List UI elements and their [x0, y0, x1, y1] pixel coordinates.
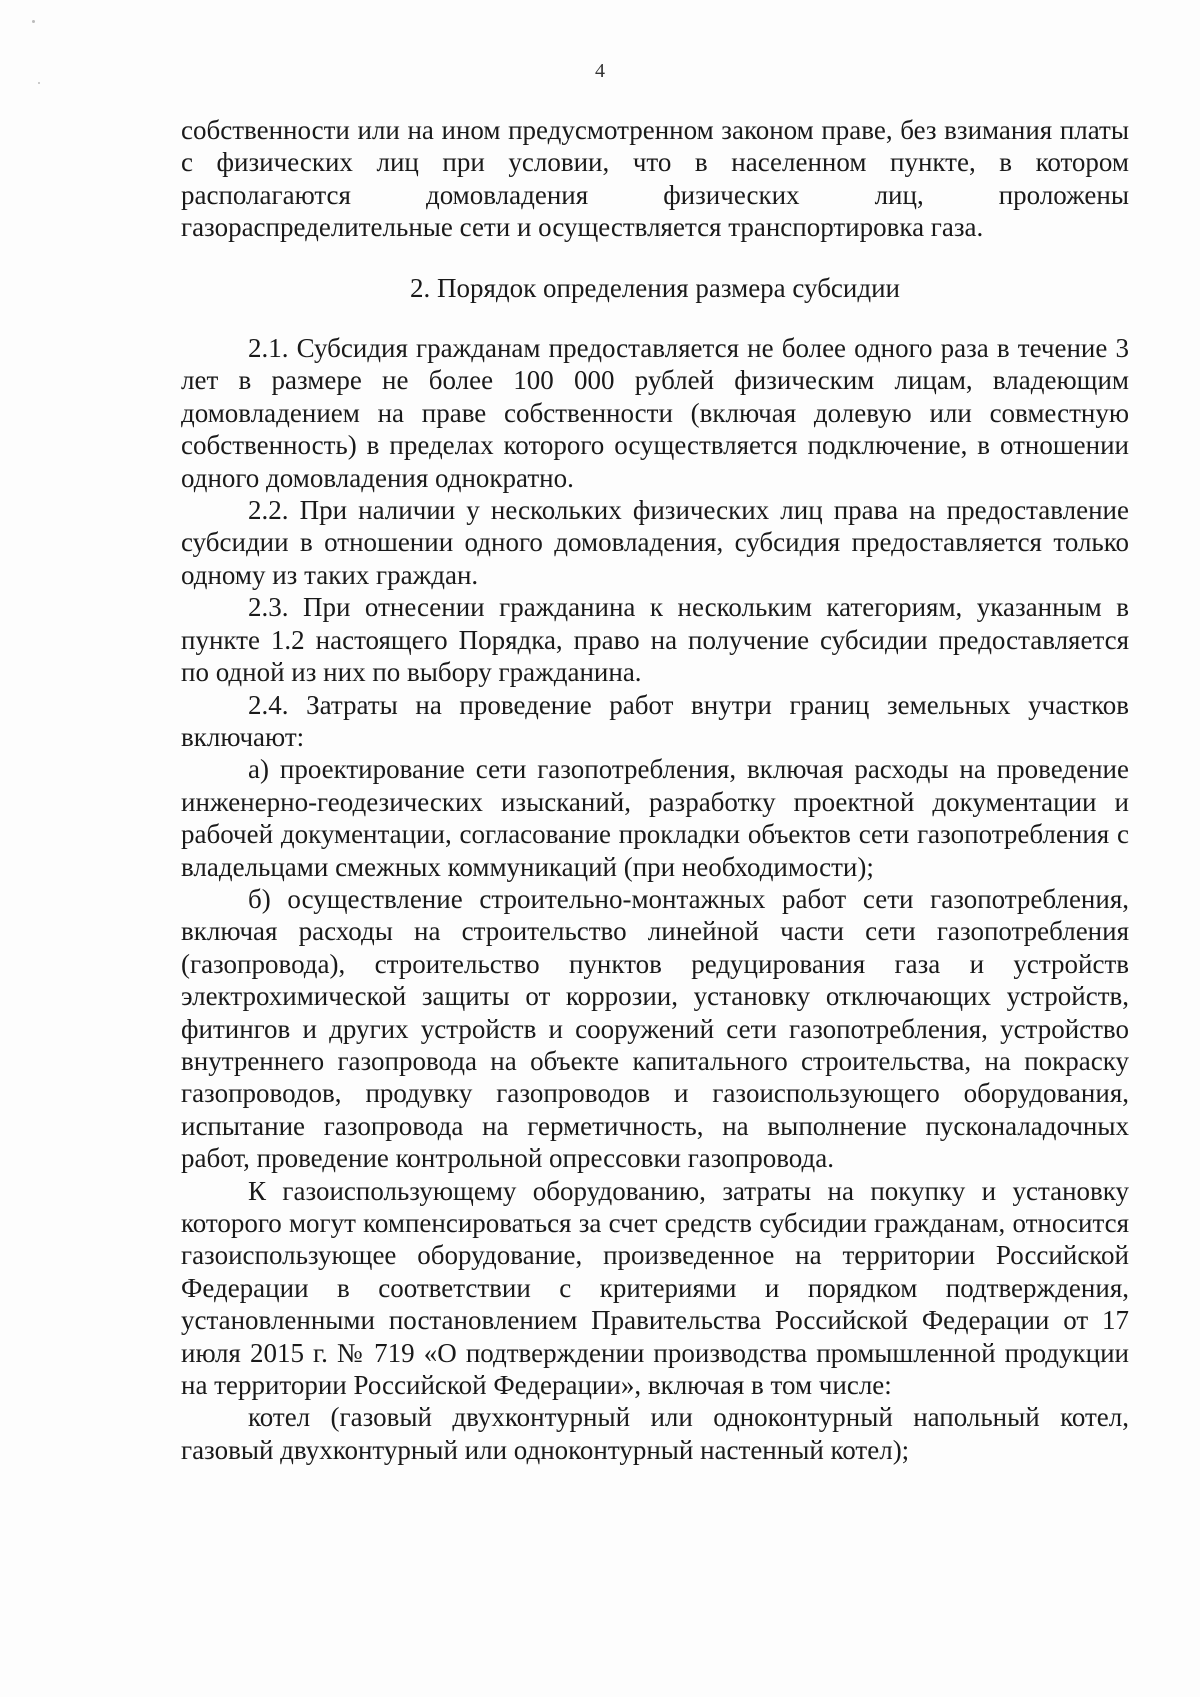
paragraph-2-4: 2.4. Затраты на проведение работ внутри границ земельных участков включают:	[181, 689, 1129, 752]
boiler-item: котел (газовый двухконтурный или одноконтурный напольный котел, газовый двухконтурный или одноконтурный настенный котел);	[181, 1402, 1129, 1465]
section-heading: 2. Порядок определения размера субсидии	[410, 272, 900, 303]
list-item-b: б) осуществление строительно-монтажных работ сети газопотребления, включая расходы на строительство линейной части сети газопотребления (газопровода), строительство пунктов редуцирования газа и устройств электрохимической защиты от коррозии, установку отключающих устройств, фитингов и других устройств и сооружений сети газопотребления, устройство внутреннего газопровода на объекте капитального строительства, на покраску газопроводов, продувку газопроводов и газоиспользующего оборудования, испытание газопровода на герметичность, на выполнение пусконаладочных работ, проведение контрольной опрессовки газопровода.	[181, 883, 1129, 1174]
page-number: 4	[595, 60, 605, 82]
paragraph-2-3: 2.3. При отнесении гражданина к нескольким категориям, указанным в пункте 1.2 настоящего Порядка, право на получение субсидии предоставляется по одной из них по выбору гражданина.	[181, 592, 1129, 688]
scan-speck	[32, 20, 35, 23]
paragraph-2-1: 2.1. Субсидия гражданам предоставляется не более одного раза в течение 3 лет в размере не более 100 000 рублей физическим лицам, владеющим домовладением на праве собственности (включая долевую или совместную собственность) в пределах которого осуществляется подключение, в отношении одного домовладения однократно.	[181, 333, 1129, 493]
equipment-paragraph: К газоиспользующему оборудованию, затраты на покупку и установку которого могут компенсироваться за счет средств субсидии гражданам, относится газоиспользующее оборудование, произведенное на территории Российской Федерации в соответствии с критериями и порядком подтверждения, установленными постановлением Правительства Российской Федерации от 17 июля 2015 г. № 719 «О подтверждении производства промышленной продукции на территории Российской Федерации», включая в том числе:	[181, 1175, 1129, 1401]
paragraph-2-2: 2.2. При наличии у нескольких физических лиц права на предоставление субсидии в отношении одного домовладения, субсидия предоставляется только одному из таких граждан.	[181, 495, 1129, 590]
list-item-a: а) проектирование сети газопотребления, включая расходы на проведение инженерно-геодезических изысканий, разработку проектной документации и рабочей документации, согласование прокладки объектов сети газопотребления с владельцами смежных коммуникаций (при необходимости);	[181, 754, 1129, 882]
intro-paragraph: собственности или на ином предусмотренном законом праве, без взимания платы с физических лиц при условии, что в населенном пункте, в котором располагаются домовладения физических лиц, проложены газораспределительные сети и осуществляется транспортировка газа.	[181, 115, 1129, 243]
document-body	[181, 114, 1129, 1466]
